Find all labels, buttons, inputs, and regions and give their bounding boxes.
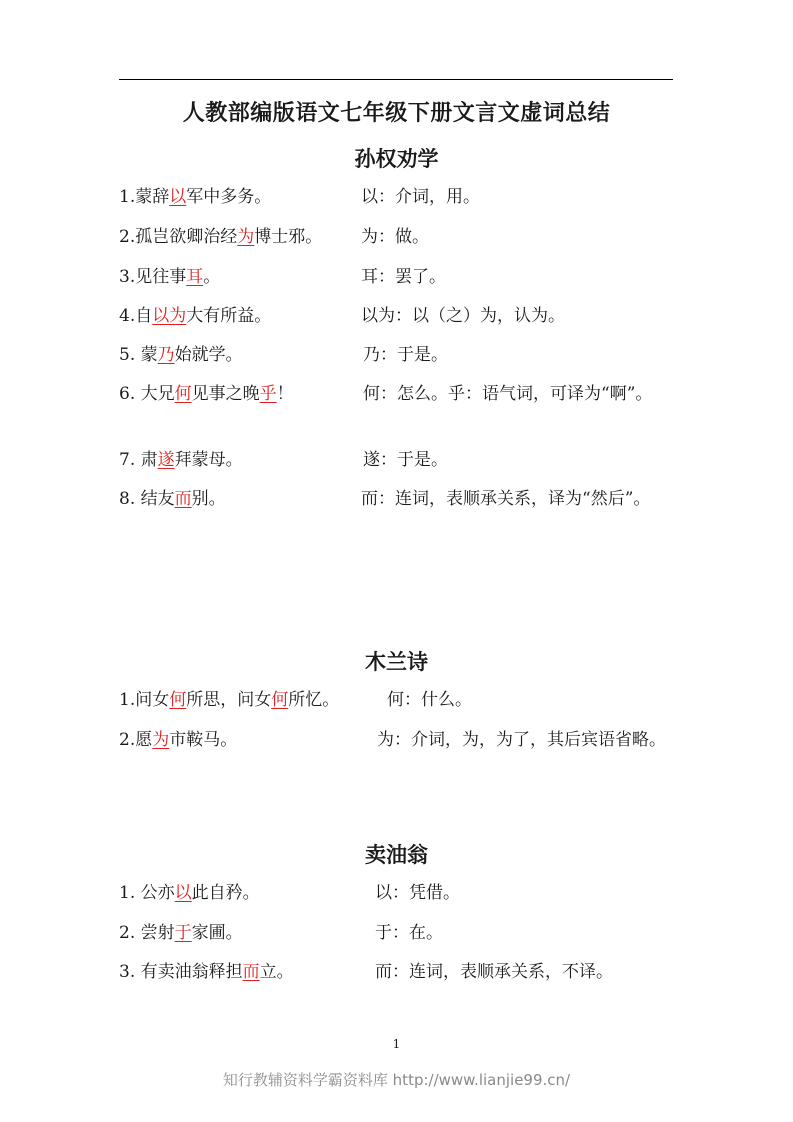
highlighted-function-word: 乎 [259, 384, 277, 404]
example-sentence [119, 880, 260, 906]
example-sentence [119, 447, 243, 473]
highlighted-function-word: 而 [242, 962, 260, 982]
sentence-text: 有卖油翁释担 [140, 962, 243, 982]
example-sentence [119, 381, 294, 407]
entry-number: 1. [119, 883, 141, 903]
entry-number: 3. [119, 962, 141, 982]
section-title-mulan: 木兰诗 [365, 650, 428, 674]
entry-number: 3. [119, 267, 136, 287]
sentence-text: 博士邪。 [254, 227, 323, 247]
sentence-text: 军中多务。 [186, 187, 272, 207]
sentence-text: 肃 [140, 450, 158, 470]
highlighted-function-word: 何 [169, 690, 187, 710]
entry-number: 5. [119, 345, 141, 365]
sentence-text: 始就学。 [174, 345, 243, 365]
highlighted-function-word: 以为 [152, 306, 187, 326]
sentence-text: 所忆。 [288, 690, 340, 710]
highlighted-function-word: 于 [174, 923, 192, 943]
example-sentence [119, 486, 226, 512]
example-sentence [119, 687, 339, 713]
sentence-text: 此自矜。 [191, 883, 260, 903]
highlighted-function-word: 耳 [186, 267, 204, 287]
sentence-text: 问女 [135, 690, 170, 710]
highlighted-function-word: 乃 [157, 345, 175, 365]
entry-number: 2. [119, 923, 141, 943]
entry-number: 8. [119, 489, 141, 509]
entry-number: 2. [119, 227, 136, 247]
footer-watermark: 知行教辅资料学霸资料库 http://www.lianjie99.cn/ [222, 1071, 571, 1089]
explanation-note: 为：介词，为，为了，其后宾语省略。 [377, 730, 666, 750]
entry-number: 2. [119, 730, 136, 750]
sentence-text: 公亦 [140, 883, 175, 903]
section-title-maiyouweng: 卖油翁 [365, 843, 428, 867]
sentence-text: 愿 [135, 730, 153, 750]
entry-number: 1. [119, 690, 136, 710]
sentence-text: 孤岂欲卿治经 [135, 227, 238, 247]
sentence-text: 结友 [140, 489, 175, 509]
sentence-text: 自 [135, 306, 153, 326]
explanation-note: 乃：于是。 [363, 345, 448, 365]
example-sentence [119, 224, 322, 250]
explanation-note: 以：介词，用。 [361, 187, 480, 207]
sentence-text: 大兄 [140, 384, 175, 404]
explanation-note: 以：凭借。 [375, 883, 460, 903]
sentence-text: 蒙辞 [135, 187, 170, 207]
highlighted-function-word: 遂 [157, 450, 175, 470]
sentence-text: ！ [276, 384, 294, 404]
explanation-note: 为：做。 [361, 227, 429, 247]
explanation-note: 何：什么。 [387, 690, 472, 710]
sentence-text: 立。 [259, 962, 294, 982]
top-rule [119, 79, 673, 80]
example-sentence [119, 184, 271, 210]
sentence-text: 所思，问女 [186, 690, 272, 710]
explanation-note: 而：连词，表顺承关系，译为“然后”。 [361, 489, 651, 509]
sentence-text: 市鞍马。 [169, 730, 238, 750]
section-title-sunquan: 孙权劝学 [354, 147, 439, 171]
sentence-text: 家圃。 [191, 923, 243, 943]
example-sentence [119, 264, 220, 290]
entry-number: 1. [119, 187, 136, 207]
example-sentence [119, 342, 243, 368]
highlighted-function-word: 何 [271, 690, 289, 710]
example-sentence [119, 959, 294, 985]
entry-number: 4. [119, 306, 136, 326]
sentence-text: 尝射 [140, 923, 175, 943]
entry-number: 7. [119, 450, 141, 470]
sentence-text: 别。 [191, 489, 226, 509]
explanation-note: 以为：以（之）为，认为。 [361, 306, 565, 326]
explanation-note: 于：在。 [375, 923, 443, 943]
explanation-note: 而：连词，表顺承关系，不译。 [375, 962, 613, 982]
explanation-note: 何：怎么。乎：语气词，可译为“啊”。 [363, 384, 653, 404]
sentence-text: 拜蒙母。 [174, 450, 243, 470]
page-number: 1 [392, 1037, 401, 1051]
highlighted-function-word: 而 [174, 489, 192, 509]
sentence-text: 见往事 [135, 267, 187, 287]
highlighted-function-word: 为 [152, 730, 170, 750]
explanation-note: 遂：于是。 [363, 450, 448, 470]
highlighted-function-word: 以 [174, 883, 192, 903]
sentence-text: 大有所益。 [186, 306, 272, 326]
entry-number: 6. [119, 384, 141, 404]
sentence-text: 蒙 [140, 345, 158, 365]
sentence-text: 。 [203, 267, 221, 287]
example-sentence [119, 727, 237, 753]
highlighted-function-word: 何 [174, 384, 192, 404]
sentence-text: 见事之晚 [191, 384, 260, 404]
explanation-note: 耳：罢了。 [361, 267, 446, 287]
highlighted-function-word: 为 [237, 227, 255, 247]
highlighted-function-word: 以 [169, 187, 187, 207]
example-sentence [119, 303, 271, 329]
example-sentence [119, 920, 243, 946]
document-title: 人教部编版语文七年级下册文言文虚词总结 [182, 101, 611, 126]
